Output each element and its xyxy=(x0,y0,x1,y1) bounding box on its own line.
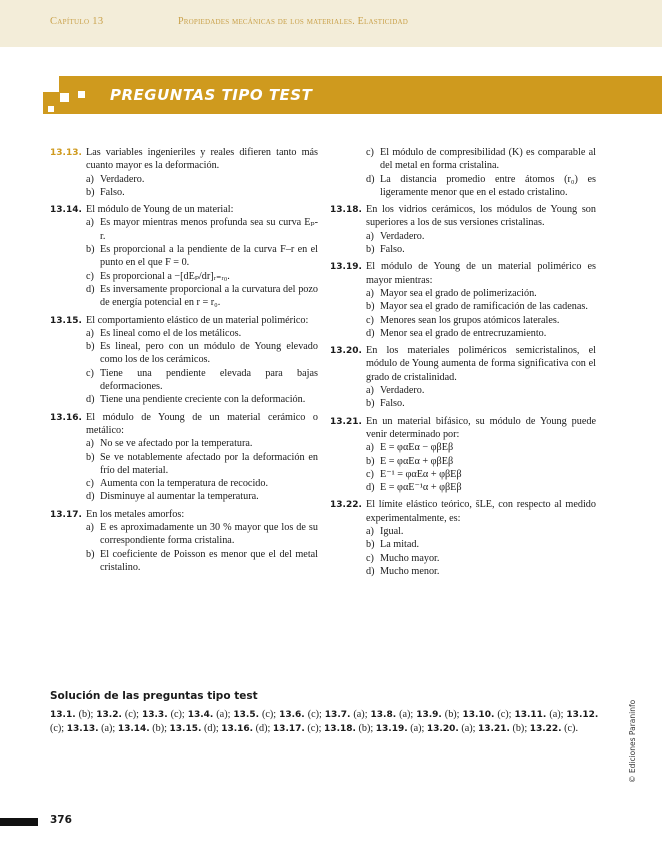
option-text: Falso. xyxy=(380,398,405,410)
option-text: E es aproximadamente un 30 % mayor que los de su correspondiente forma cristalina. xyxy=(100,522,318,547)
question-stem: Las variables ingenieriles y reales difieren tanto más cuanto mayor es la deformación. xyxy=(86,147,318,172)
solution-answer: (c); xyxy=(261,709,277,720)
option-letter: b) xyxy=(86,341,95,353)
option-text: E = φαEα − φβEβ xyxy=(380,442,454,454)
answer-option xyxy=(86,270,318,283)
option-letter: c) xyxy=(366,552,374,564)
solution-item xyxy=(188,709,231,720)
solution-item xyxy=(233,709,276,720)
option-letter: b) xyxy=(86,186,95,198)
solution-answer: (c). xyxy=(564,723,578,734)
option-letter: b) xyxy=(366,539,375,551)
solution-number: 13.22. xyxy=(529,724,562,734)
solution-answer: (b); xyxy=(358,723,374,734)
question-stem: En los vidrios cerámicos, los módulos de Young son superiores a los de sus versiones cristalinas. xyxy=(366,204,596,229)
solution-number: 13.17. xyxy=(272,724,305,734)
decor-square-icon xyxy=(78,91,85,98)
copyright-notice: © Ediciones Paraninfo xyxy=(628,699,637,783)
option-letter: a) xyxy=(86,327,94,339)
option-text: Falso. xyxy=(100,186,125,198)
solution-answer: (b); xyxy=(512,723,528,734)
solution-answer: (a); xyxy=(353,709,368,720)
answer-option xyxy=(366,300,596,313)
solution-item xyxy=(514,709,563,720)
option-letter: d) xyxy=(86,394,95,406)
answer-option xyxy=(366,552,596,565)
question-body xyxy=(86,508,318,574)
solution-item xyxy=(462,709,511,720)
answer-option xyxy=(86,451,318,478)
question-number: 13.17. xyxy=(50,509,82,520)
solution-number: 13.1. xyxy=(50,710,76,720)
option-text: Es mayor mientras menos profunda sea su curva Eₚ-r. xyxy=(100,217,318,242)
decor-square-icon xyxy=(48,106,54,112)
option-text: Mayor sea el grado de polimerización. xyxy=(380,287,537,299)
question-body xyxy=(366,498,596,578)
option-letter: b) xyxy=(86,451,95,463)
option-text: E = φαEα + φβEβ xyxy=(380,455,454,467)
option-text: Disminuye al aumentar la temperatura. xyxy=(100,491,259,503)
solution-number: 13.9. xyxy=(416,710,442,720)
option-text: Igual. xyxy=(380,526,404,538)
solution-item xyxy=(325,709,368,720)
question-stem: El módulo de Young de un material: xyxy=(86,204,234,216)
solution-item xyxy=(279,709,322,720)
solution-number: 13.7. xyxy=(324,710,351,720)
option-letter: b) xyxy=(86,548,95,560)
question-item xyxy=(330,203,596,256)
question-item xyxy=(50,314,318,407)
option-letter: b) xyxy=(366,398,375,410)
option-letter: c) xyxy=(366,147,374,158)
option-text: Es lineal, pero con un módulo de Young elevado como los de los cerámicos. xyxy=(100,341,318,366)
solution-answer: (a); xyxy=(101,723,116,734)
option-text: Es inversamente proporcional a la curvatura del pozo de energía potencial en r = r₀. xyxy=(100,283,318,309)
question-number: 13.13. xyxy=(50,148,82,158)
question-item xyxy=(330,498,596,578)
solution-item xyxy=(324,723,373,734)
solution-answer: (c); xyxy=(307,709,322,720)
solution-item xyxy=(371,709,414,720)
solution-number: 13.11. xyxy=(514,710,547,720)
answer-option xyxy=(366,468,596,481)
option-text: El coeficiente de Poisson es menor que el del metal cristalino. xyxy=(100,548,318,573)
solution-answer: (a); xyxy=(216,709,231,720)
answer-option xyxy=(366,481,596,494)
solution-item xyxy=(96,709,139,720)
solution-answer: (b); xyxy=(78,709,94,720)
solution-item xyxy=(530,723,578,734)
option-letter: a) xyxy=(366,385,374,397)
option-letter: d) xyxy=(86,283,95,295)
solution-number: 13.21. xyxy=(478,724,510,734)
option-letter: d) xyxy=(86,491,95,503)
solution-item xyxy=(142,709,185,720)
option-text: Es proporcional a −[dEₚ/dr]ᵣ₌ᵣ₀. xyxy=(100,270,230,282)
option-text: Menores sean los grupos atómicos laterales. xyxy=(380,314,560,326)
answer-option xyxy=(366,441,596,454)
solution-answer: (a); xyxy=(549,709,564,720)
solution-answer: (d); xyxy=(203,723,219,734)
question-body xyxy=(366,260,596,340)
question-item xyxy=(330,260,596,340)
answer-option xyxy=(86,367,318,394)
answer-option xyxy=(366,146,596,173)
solution-answer: (b); xyxy=(152,723,167,734)
chapter-label: Capítulo 13 xyxy=(50,16,104,27)
answer-option xyxy=(86,437,318,450)
solution-item xyxy=(67,723,116,734)
question-item xyxy=(330,415,596,495)
option-letter: b) xyxy=(366,455,375,467)
option-text: Verdadero. xyxy=(100,173,145,185)
answer-option xyxy=(86,477,318,490)
question-stem: El módulo de Young de un material cerámico o metálico: xyxy=(86,411,318,436)
answer-option xyxy=(366,565,596,578)
answer-option xyxy=(366,525,596,538)
question-item xyxy=(50,146,318,199)
answer-option xyxy=(366,314,596,327)
option-text: Mucho mayor. xyxy=(380,552,440,564)
left-column xyxy=(50,146,318,578)
option-text: E = φαE⁻¹α + φβEβ xyxy=(380,482,462,494)
solution-answer: (c); xyxy=(170,709,185,720)
solutions-list xyxy=(50,708,598,736)
solution-number: 13.6. xyxy=(279,710,305,720)
answer-option xyxy=(366,455,596,468)
solution-number: 13.8. xyxy=(370,710,397,720)
answer-option xyxy=(366,538,596,551)
option-letter: c) xyxy=(366,314,374,326)
solution-answer: (c); xyxy=(124,709,140,720)
option-text: La mitad. xyxy=(380,539,420,551)
question-body xyxy=(366,203,596,256)
option-text: Mucho menor. xyxy=(380,565,440,577)
decor-square-icon xyxy=(43,76,59,92)
option-letter: a) xyxy=(86,438,94,450)
option-text: E⁻¹ = φαEα + φβEβ xyxy=(380,468,462,480)
question-item xyxy=(330,344,596,410)
solution-item xyxy=(170,723,219,734)
option-letter: c) xyxy=(366,468,374,480)
answer-option xyxy=(86,283,318,310)
question-stem: En los metales amorfos: xyxy=(86,508,185,520)
answer-option xyxy=(366,243,596,256)
solution-answer: (d); xyxy=(255,723,271,734)
solution-number: 13.4. xyxy=(187,710,214,720)
answer-option xyxy=(86,490,318,503)
solution-number: 13.12. xyxy=(566,710,599,720)
solution-number: 13.15. xyxy=(169,724,202,734)
question-body xyxy=(366,415,596,495)
solution-number: 13.16. xyxy=(221,724,254,734)
question-continuation xyxy=(366,146,596,199)
question-number: 13.22. xyxy=(330,500,362,511)
option-letter: d) xyxy=(366,173,375,185)
option-text: Falso. xyxy=(380,244,405,256)
answer-option xyxy=(86,216,318,243)
solution-number: 13.13. xyxy=(66,724,99,734)
question-stem: En un material bifásico, su módulo de Young puede venir determinado por: xyxy=(366,415,596,440)
option-text: Tiene una pendiente creciente con la deformación. xyxy=(100,394,306,406)
footer-bar xyxy=(0,818,38,826)
solution-number: 13.14. xyxy=(117,724,150,734)
question-number: 13.19. xyxy=(330,262,362,273)
solution-number: 13.18. xyxy=(324,724,356,734)
answer-option xyxy=(86,186,318,199)
answer-option xyxy=(366,397,596,410)
solution-answer: (c); xyxy=(497,709,512,720)
question-number: 13.16. xyxy=(50,412,82,423)
question-number: 13.21. xyxy=(330,416,362,427)
option-letter: c) xyxy=(86,270,94,282)
answer-option xyxy=(86,393,318,406)
solution-answer: (a); xyxy=(410,723,425,734)
solution-answer: (b); xyxy=(444,709,460,720)
answer-option xyxy=(86,173,318,186)
question-item xyxy=(50,411,318,504)
question-body xyxy=(86,314,318,407)
answer-option xyxy=(366,287,596,300)
option-text: Tiene una pendiente elevada para bajas deformaciones. xyxy=(100,367,318,393)
solution-item xyxy=(478,723,527,734)
question-body xyxy=(366,344,596,410)
option-text: Verdadero. xyxy=(380,230,425,242)
option-text: Verdadero. xyxy=(380,385,425,397)
option-letter: a) xyxy=(366,230,374,242)
solutions-title: Solución de las preguntas tipo test xyxy=(50,690,258,702)
solution-number: 13.20. xyxy=(426,724,459,734)
answer-option xyxy=(86,327,318,340)
solution-answer: (c); xyxy=(307,723,322,734)
option-text: Es lineal como el de los metálicos. xyxy=(100,327,242,339)
option-letter: b) xyxy=(366,244,375,256)
solution-answer: (a); xyxy=(399,709,414,720)
answer-option xyxy=(86,548,318,575)
option-text: Se ve notablemente afectado por la deformación en frío del material. xyxy=(100,451,318,476)
question-stem: En los materiales poliméricos semicristalinos, el módulo de Young aumenta de forma significativa con el grado de cristalinidad. xyxy=(366,345,596,383)
question-stem: El módulo de Young de un material polimérico es mayor mientras: xyxy=(366,261,596,286)
solution-item xyxy=(273,723,322,734)
question-number: 13.14. xyxy=(50,205,82,216)
question-item xyxy=(50,508,318,574)
option-letter: d) xyxy=(366,482,375,494)
page-number: 376 xyxy=(50,814,72,826)
question-stem: El comportamiento elástico de un material polimérico: xyxy=(86,314,309,326)
answer-option xyxy=(366,230,596,243)
option-text: No se ve afectado por la temperatura. xyxy=(100,438,253,450)
option-letter: a) xyxy=(366,526,374,538)
option-letter: b) xyxy=(86,244,95,256)
running-title: Propiedades mecánicas de los materiales. Elasticidad xyxy=(178,16,408,27)
section-title: PREGUNTAS TIPO TEST xyxy=(110,86,313,104)
solution-number: 13.10. xyxy=(462,710,495,720)
option-text: Menor sea el grado de entrecruzamiento. xyxy=(380,327,547,339)
answer-option xyxy=(366,173,596,200)
decor-square-icon xyxy=(60,93,69,102)
solution-item xyxy=(427,723,476,734)
option-letter: d) xyxy=(366,565,375,577)
option-text: El módulo de compresibilidad (K) es comparable al del metal en forma cristalina. xyxy=(380,147,596,172)
answer-option xyxy=(86,243,318,270)
solution-number: 13.3. xyxy=(141,710,168,720)
option-letter: d) xyxy=(366,327,375,339)
option-letter: a) xyxy=(86,522,94,534)
option-letter: a) xyxy=(366,287,374,299)
solution-answer: (c); xyxy=(50,723,65,734)
question-stem: El límite elástico teórico, s̃LE, con respecto al medido experimentalmente, es: xyxy=(366,499,596,524)
solution-answer: (a); xyxy=(461,723,476,734)
option-text: La distancia promedio entre átomos (r₀) es ligeramente menor que en el estado cristalino. xyxy=(380,173,596,198)
option-letter: a) xyxy=(86,217,94,229)
answer-option xyxy=(86,521,318,548)
answer-option xyxy=(86,340,318,367)
option-letter: a) xyxy=(366,442,374,454)
solution-item xyxy=(50,709,93,720)
option-letter: a) xyxy=(86,173,94,185)
answer-option xyxy=(366,327,596,340)
answer-option xyxy=(366,384,596,397)
option-letter: c) xyxy=(86,367,94,379)
question-body xyxy=(86,146,318,199)
solution-number: 13.5. xyxy=(233,710,260,720)
question-item xyxy=(50,203,318,309)
right-column xyxy=(330,146,596,582)
question-number: 13.15. xyxy=(50,315,82,326)
solution-number: 13.19. xyxy=(375,724,408,734)
solution-number: 13.2. xyxy=(96,710,122,720)
solution-item xyxy=(118,723,167,734)
solution-item xyxy=(376,723,425,734)
question-body xyxy=(86,203,318,309)
solution-item xyxy=(221,723,270,734)
option-letter: b) xyxy=(366,301,375,313)
solution-item xyxy=(416,709,459,720)
option-text: Es proporcional a la pendiente de la curva F–r en el punto en el que F = 0. xyxy=(100,244,318,269)
question-number: 13.20. xyxy=(330,346,362,357)
option-text: Aumenta con la temperatura de recocido. xyxy=(100,478,269,490)
option-letter: c) xyxy=(86,478,94,490)
question-body xyxy=(86,411,318,504)
option-text: Mayor sea el grado de ramificación de las cadenas. xyxy=(380,301,588,313)
question-number: 13.18. xyxy=(330,205,362,216)
